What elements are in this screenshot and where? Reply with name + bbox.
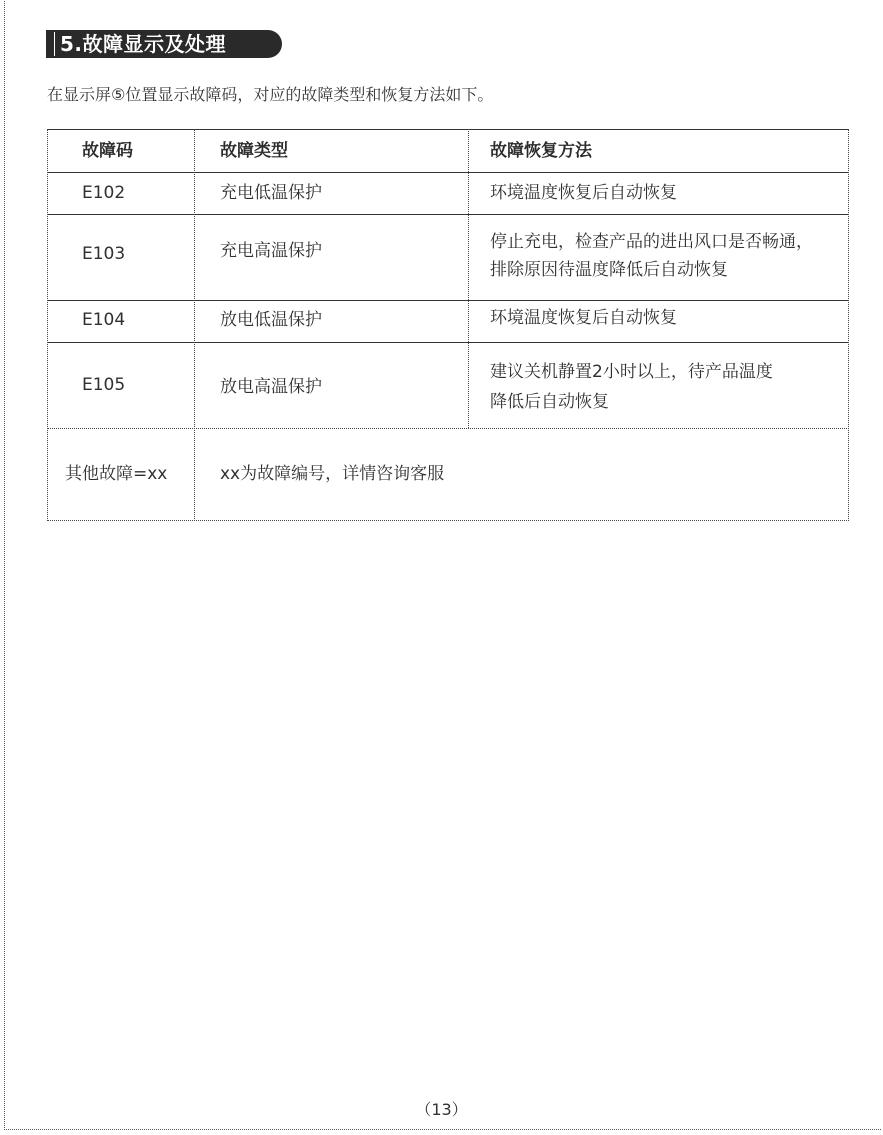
fault-method-line2: 降低后自动恢复: [490, 392, 609, 412]
fault-code: E102: [82, 183, 126, 203]
row-rule: [47, 428, 849, 429]
other-fault-code: 其他故障=xx: [65, 464, 168, 484]
fault-method: 环境温度恢复后自动恢复: [490, 308, 677, 328]
page-number: （13）: [415, 1100, 468, 1119]
header-type: 故障类型: [220, 141, 288, 161]
fault-method-line1: 建议关机静置2小时以上，待产品温度: [490, 362, 773, 382]
row-rule: [47, 342, 849, 343]
section-title: 5.故障显示及处理: [60, 32, 227, 56]
column-divider: [194, 129, 195, 521]
row-rule: [47, 214, 849, 215]
table-bottom-rule: [47, 520, 849, 521]
table-left-border: [47, 129, 48, 521]
table-right-border: [848, 129, 849, 521]
fault-type: 充电高温保护: [220, 241, 322, 261]
header-method: 故障恢复方法: [490, 141, 592, 161]
fault-table: [47, 129, 849, 521]
fault-code: E103: [82, 244, 126, 264]
fault-method-line1: 停止充电，检查产品的进出风口是否畅通，: [490, 232, 813, 252]
table-top-rule: [47, 129, 849, 130]
other-fault-description: xx为故障编号，详情咨询客服: [220, 464, 445, 484]
fault-type: 放电高温保护: [220, 377, 322, 397]
fault-code: E105: [82, 375, 126, 395]
fault-method-line2: 排除原因待温度降低后自动恢复: [490, 260, 728, 280]
fault-type: 放电低温保护: [220, 310, 322, 330]
intro-text: 在显示屏⑤位置显示故障码，对应的故障类型和恢复方法如下。: [47, 85, 494, 104]
fault-type: 充电低温保护: [220, 183, 322, 203]
section-header: [46, 30, 282, 58]
header-bottom-rule: [47, 172, 849, 173]
fault-code: E104: [82, 310, 126, 330]
header-code: 故障码: [82, 141, 133, 161]
row-rule: [47, 300, 849, 301]
fault-method: 环境温度恢复后自动恢复: [490, 183, 677, 203]
column-divider: [468, 129, 469, 428]
